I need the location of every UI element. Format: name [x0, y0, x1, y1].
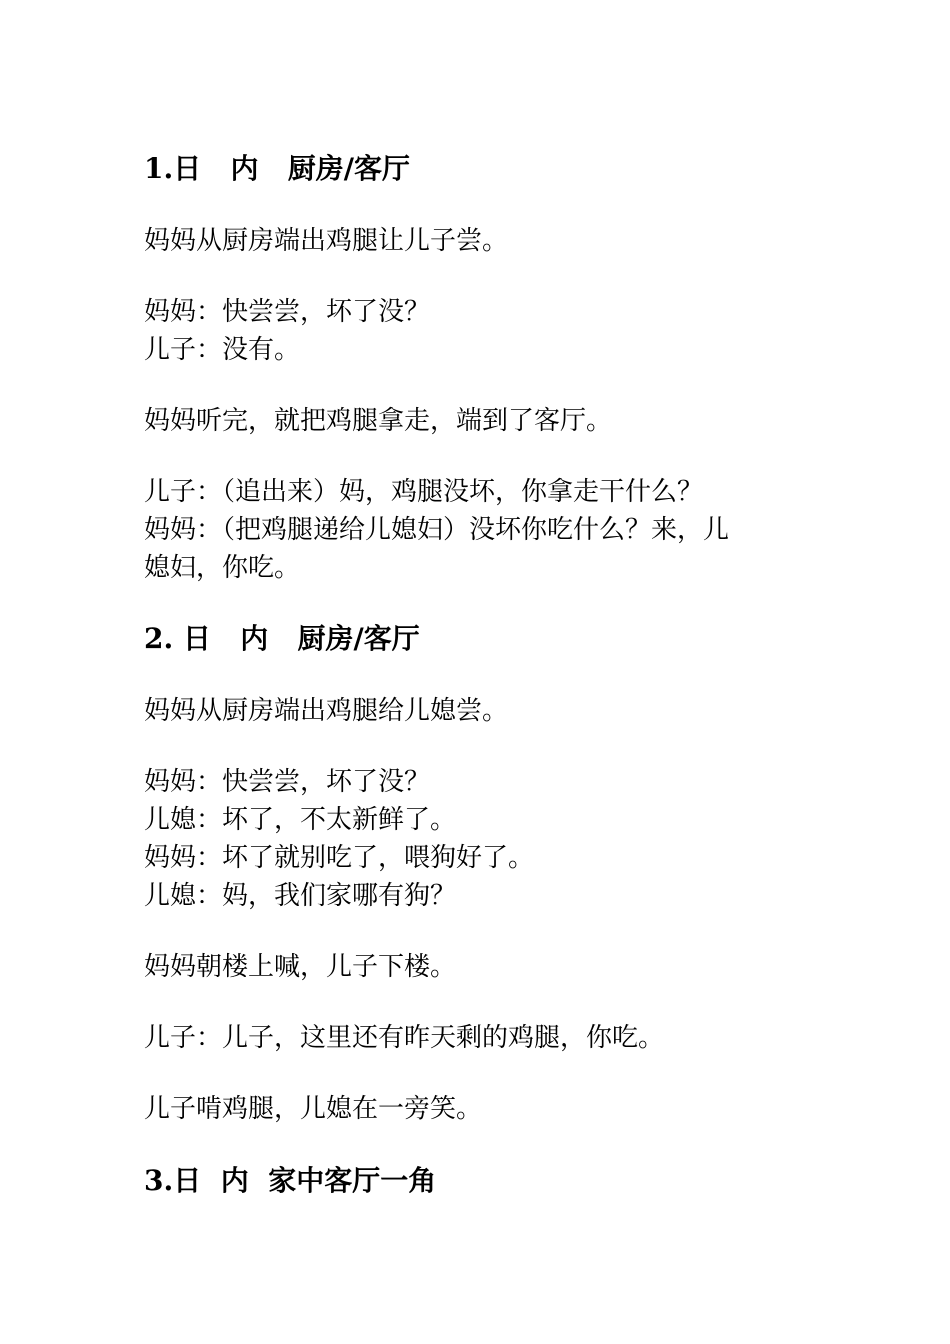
scene-2-dialogue-5: 儿子：儿子，这里还有昨天剩的鸡腿，你吃。: [144, 1023, 665, 1053]
scene-3-heading: 3.日 内 家中客厅一角: [144, 1164, 437, 1197]
scene-2-action-3: 儿子啃鸡腿，儿媳在一旁笑。: [144, 1094, 483, 1124]
scene-1-dialogue-4: 妈妈：（把鸡腿递给儿媳妇）没坏你吃什么？来，儿: [144, 515, 730, 545]
scene-2-dialogue-4: 儿媳：妈，我们家哪有狗？: [144, 881, 457, 911]
scene-2-heading: 2. 日 内 厨房/客厅: [144, 622, 420, 655]
scene-1-dialogue-3: 儿子：（追出来）妈，鸡腿没坏，你拿走干什么？: [144, 477, 704, 507]
scene-1-action-1: 妈妈从厨房端出鸡腿让儿子尝。: [144, 226, 509, 256]
scene-2-action-1: 妈妈从厨房端出鸡腿给儿媳尝。: [144, 696, 509, 726]
scene-1-action-2: 妈妈听完，就把鸡腿拿走，端到了客厅。: [144, 406, 613, 436]
scene-2-dialogue-3: 妈妈：坏了就别吃了，喂狗好了。: [144, 843, 535, 873]
scene-1-dialogue-2: 儿子：没有。: [144, 335, 301, 365]
scene-2-action-2: 妈妈朝楼上喊，儿子下楼。: [144, 952, 457, 982]
scene-1-dialogue-4-cont: 媳妇，你吃。: [144, 553, 301, 583]
scene-1-heading: 1.日 内 厨房/客厅: [144, 152, 410, 185]
scene-2-dialogue-1: 妈妈：快尝尝，坏了没？: [144, 767, 431, 797]
scene-1-dialogue-1: 妈妈：快尝尝，坏了没？: [144, 297, 431, 327]
scene-2-dialogue-2: 儿媳：坏了，不太新鲜了。: [144, 805, 457, 835]
